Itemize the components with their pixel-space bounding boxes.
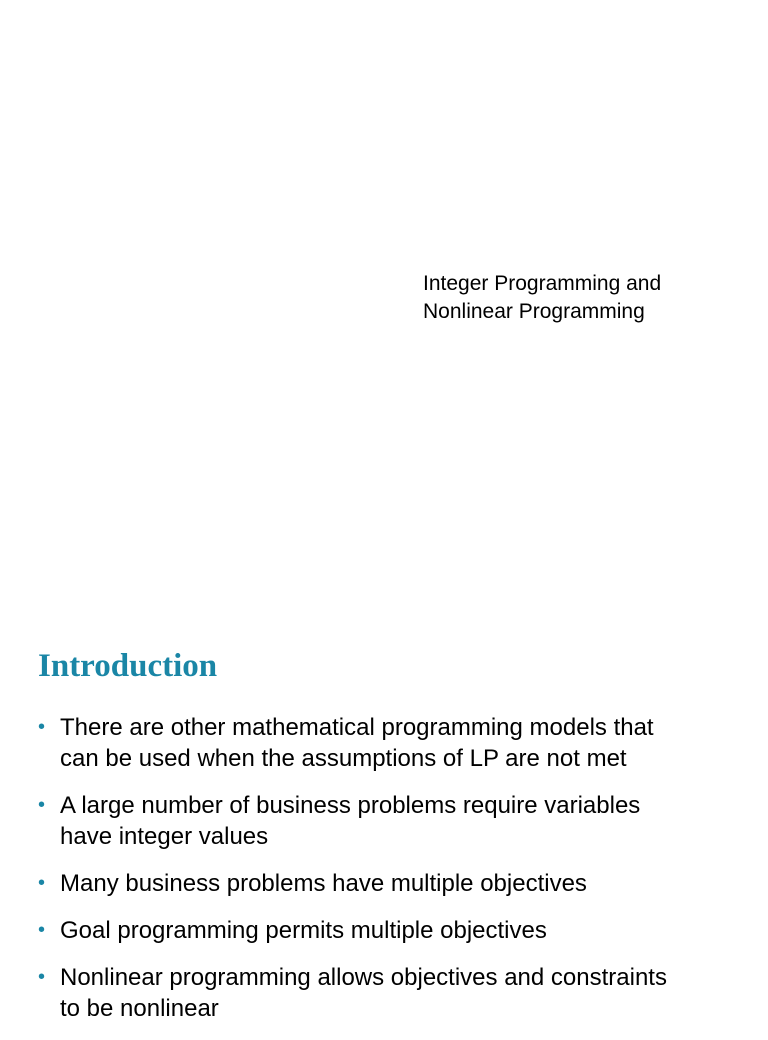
list-item [38,790,738,852]
list-item [38,962,738,1024]
slide-title [423,270,743,326]
list-item [38,712,738,774]
bullet-icon: • [38,966,46,988]
bullet-icon: • [38,919,46,941]
bullet-text-line: to be nonlinear [60,995,219,1022]
slide-title-line-2: Nonlinear Programming [423,300,645,323]
bullet-text-line: Nonlinear programming allows objectives and constraints [60,964,667,991]
bullet-text-line: Goal programming permits multiple objectives [60,917,547,944]
section-heading: Introduction [38,648,218,684]
slide-title-line-1: Integer Programming and [423,272,662,295]
list-item [38,915,738,946]
bullet-icon: • [38,794,46,816]
bullet-text-line: There are other mathematical programming models that [60,714,654,741]
bullet-text-line: have integer values [60,823,269,850]
bullet-text-line: Many business problems have multiple objectives [60,870,587,897]
bullet-text-line: can be used when the assumptions of LP are not met [60,745,627,772]
bullet-text-line: A large number of business problems require variables [60,792,641,819]
bullet-icon: • [38,872,46,894]
list-item [38,868,738,899]
bullet-icon: • [38,716,46,738]
bullet-list [38,712,738,1040]
